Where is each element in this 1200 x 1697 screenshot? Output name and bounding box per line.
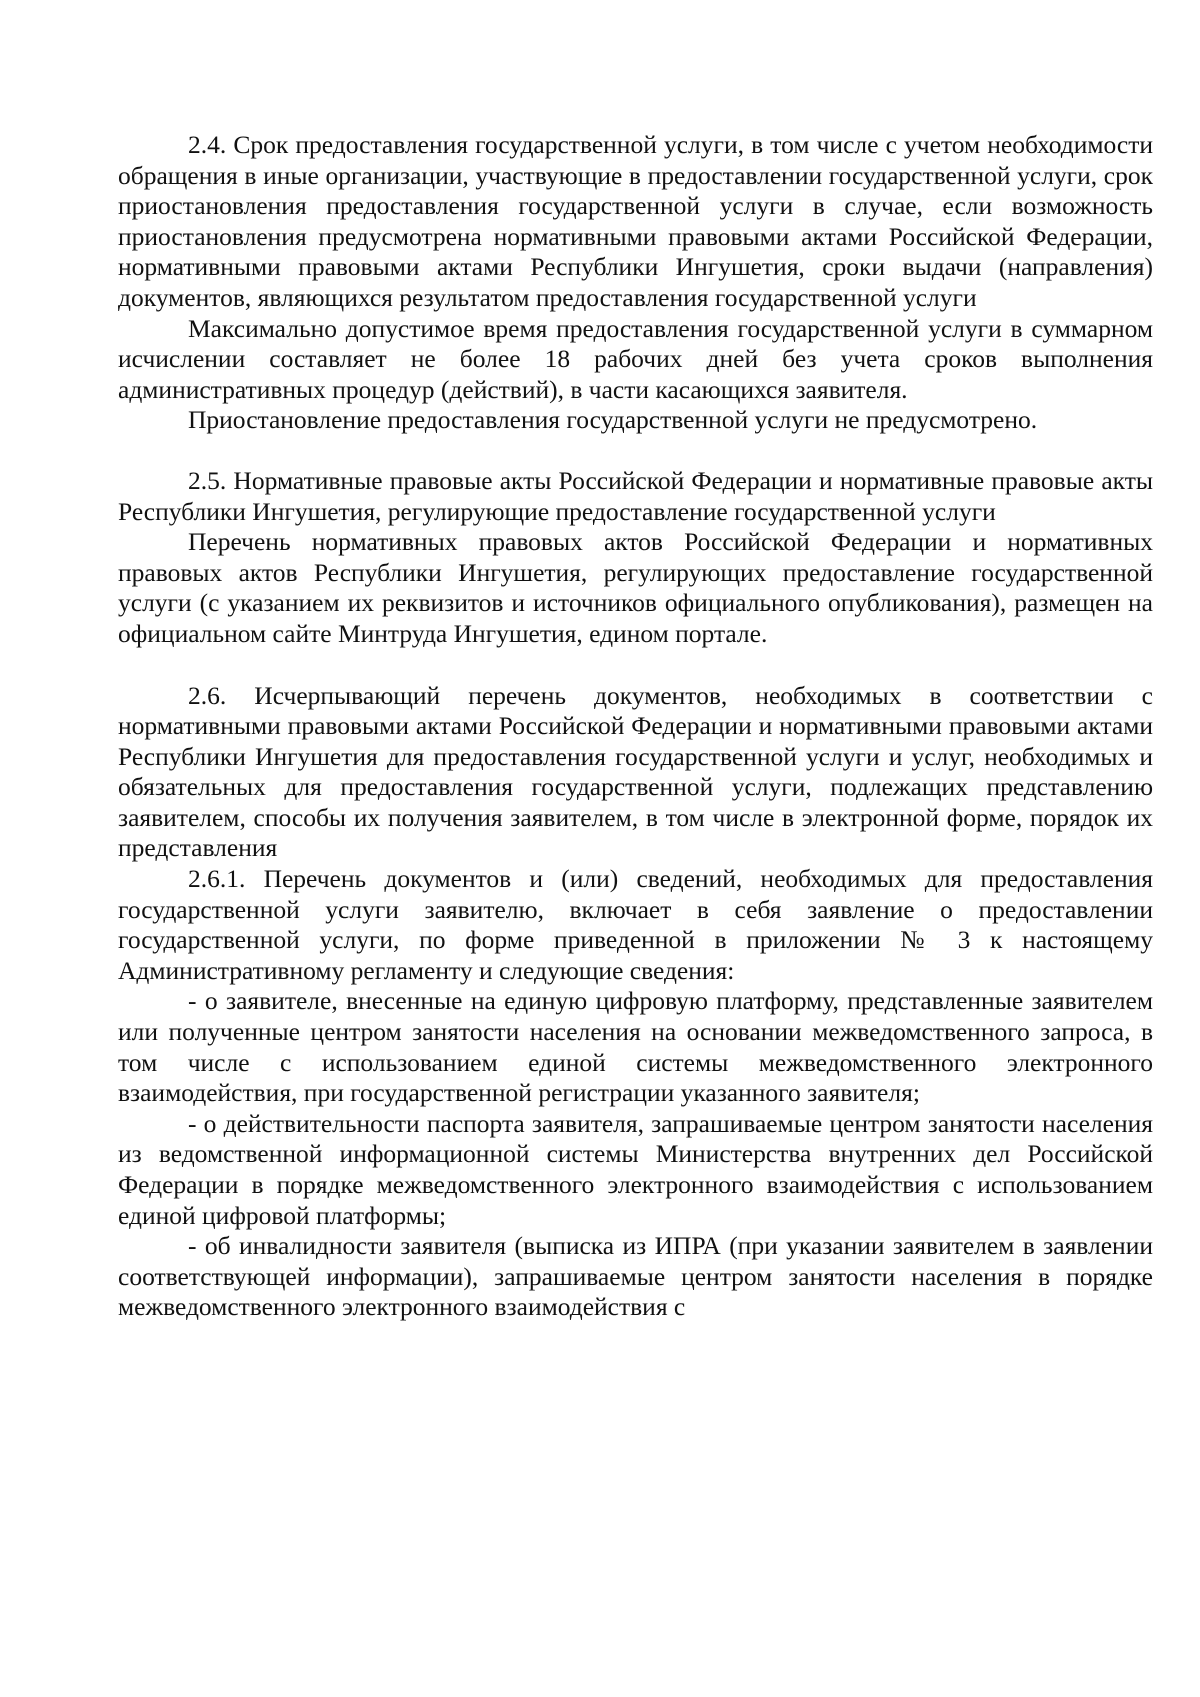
section-2-4-paragraph-suspension: Приостановление предоставления государственной услуги не предусмотрено.: [188, 405, 1038, 435]
section-2-5-paragraph-list: Перечень нормативных правовых актов Российской Федерации и нормативных правовых актов Республики Ингушетия, регулирующих предоставление государственной услуги (с указанием их реквизитов и источников официального опубликования), размещен на официальном сайте Минтруда Ингушетия, едином портале.: [118, 527, 1153, 648]
section-2-6-1-paragraph: 2.6.1. Перечень документов и (или) сведений, необходимых для предоставления государственной услуги заявителю, включает в себя заявление о предоставлении государственной услуги, по форме приведенной в приложении № 3 к настоящему Административному регламенту и следующие сведения:: [118, 864, 1153, 985]
list-item-disability: - об инвалидности заявителя (выписка из ИПРА (при указании заявителем в заявлении соответствующей информации), запрашиваемые центром занятости населения в порядке межведомственного электронного взаимодействия с: [118, 1231, 1153, 1322]
section-2-4-paragraph-max-time: Максимально допустимое время предоставления государственной услуги в суммарном исчислении составляет не более 18 рабочих дней без учета сроков выполнения административных процедур (действий), в части касающихся заявителя.: [118, 313, 1153, 404]
list-item-applicant-info: - о заявителе, внесенные на единую цифровую платформу, представленные заявителем или полученные центром занятости населения на основании межведомственного запроса, в том числе с использованием единой системы межведомственного электронного взаимодействия, при государственной регистрации указанного заявителя;: [118, 986, 1153, 1108]
section-2-5-heading: 2.5. Нормативные правовые акты Российской Федерации и нормативные правовые акты Республики Ингушетия, регулирующие предоставление государственной услуги: [118, 465, 1153, 526]
section-spacer: [118, 436, 1153, 466]
section-2-6-heading: 2.6. Исчерпывающий перечень документов, необходимых в соответствии с нормативными правовыми актами Российской Федерации и нормативными правовыми актами Республики Ингушетия для предоставления государственной услуги и услуг, необходимых и обязательных для предоставления государственной услуги, подлежащих представлению заявителем, способы их получения заявителем, в том числе в электронной форме, порядок их представления: [118, 680, 1153, 863]
list-item-passport-validity: - о действительности паспорта заявителя, запрашиваемые центром занятости населения из ведомственной информационной системы Министерства внутренних дел Российской Федерации в порядке межведомственного электронного взаимодействия с использованием единой цифровой платформы;: [118, 1108, 1153, 1230]
section-spacer: [118, 650, 1153, 681]
document-page: [118, 130, 1153, 1323]
section-2-4-heading: 2.4. Срок предоставления государственной услуги, в том числе с учетом необходимости обращения в иные организации, участвующие в предоставлении государственной услуги, срок приостановления предоставления государственной услуги в случае, если возможность приостановления предусмотрена нормативными правовыми актами Российской Федерации, нормативными правовыми актами Республики Ингушетия, сроки выдачи (направления) документов, являющихся результатом предоставления государственной услуги: [118, 130, 1153, 312]
